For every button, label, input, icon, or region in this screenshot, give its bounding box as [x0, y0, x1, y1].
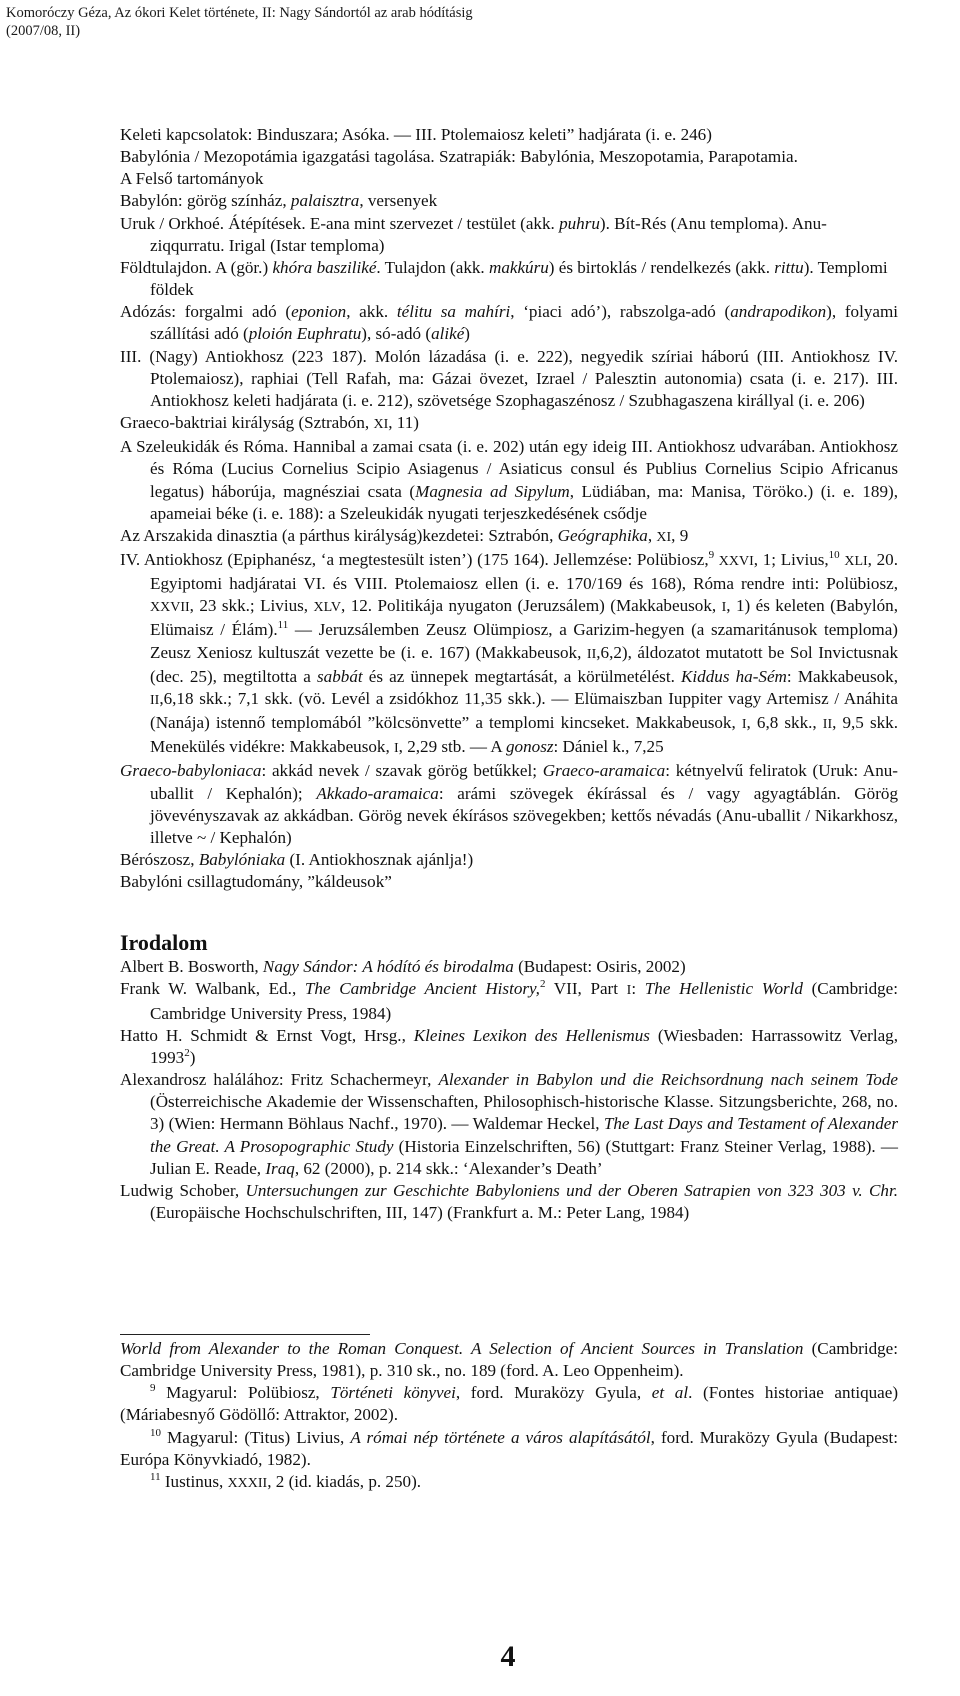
header-date: (2007/08, II) — [6, 23, 81, 39]
bibliography-entry: Albert B. Bosworth, Nagy Sándor: A hódító és birodalma (Budapest: Osiris, 2002) — [120, 957, 686, 977]
paragraph: A Felső tartományok — [120, 169, 264, 189]
bibliography-heading: Irodalom — [120, 930, 208, 956]
paragraph: IV. Antiokhosz (Epiphanész, ‘a megtestesült isten’) (175 164). Jellemzése: Polübiosz,$^9$ XXVI, 1; Livius,$^{10}$ XLI, 20. Egyiptomi hadjáratai VI. és VIII. Ptolemaiosz ellen (i. e. 170/169 és 168), Róma rendre inti: Polübiosz, XXVII, 23 skk.; Livius, XLV, 12. Politikája nyugaton (Jeruzsálem) (Makkabeusok, I, 1) és keleten (Babylón, Elümaisz / Élám).$^{11}$ — Jeruzsálemben Zeusz Olümpiosz, a Garizim-hegyen (a szamaritánusok temploma) Zeusz Xeniosz kultuszát vezette be (i. e. 167) (Makkabeusok, II,6,2), áldozatot mutatott be Sol Invictusnak (dec. 25), megtiltotta a sabbát és az ünnepek megtartását, a körülmetélést. Kiddus ha-Sém: Makkabeusok, II,6,18 skk.; 7,1 skk. (vö. Levél a zsidókhoz 11,35 skk.). — Elümaiszban Iuppiter vagy Artemisz / Anáhita (Nanája) istennő templomából ”kölcsönvette” a templomi kincseket. Makkabeusok, I, 6,8 skk., II, 9,5 skk. Menekülés vidékre: Makkabeusok, I, 2,29 stb. — A gonosz: Dániel k., 7,25 — [120, 548, 898, 757]
footnote-9: $^9$ Magyarul: Polübiosz, Történeti könyvei, ford. Muraközy Gyula, et al. (Fontes historiae antiquae) (Máriabesnyő Gödöllő: Attraktor, 2002). — [120, 1382, 899, 1425]
paragraph: Graeco-baktriai királyság (Sztrabón, XI, 11) — [120, 413, 419, 433]
paragraph: Babylón: görög színház, palaisztra, versenyek — [120, 191, 438, 211]
page-number: 4 — [500, 1640, 516, 1673]
footnote-11: $^{11}$ Iustinus, XXXII, 2 (id. kiadás, p. 250). — [150, 1470, 422, 1491]
footnote-separator — [120, 1334, 370, 1335]
paragraph: A Szeleukidák és Róma. Hannibal a zamai csata (i. e. 202) után egy ideig III. Antiokhosz udvarában. Antiokhosz és Róma (Lucius Cornelius Scipio Asiagenus / Asiaticus consul és Publius Cornelius Scipio Africanus legatus) háborúja, magnésziai csata (Magnesia ad Sipylum, Lüdiában, ma: Manisa, Töröko.) (i. e. 189), apameiai béke (i. e. 188): a Szeleukidák nyugati terjeszkedésének csődje — [120, 437, 898, 523]
main-text — [120, 124, 898, 1224]
paragraph: Keleti kapcsolatok: Binduszara; Asóka. — III. Ptolemaiosz keleti” hadjárata (i. e. 246) — [120, 125, 712, 144]
bibliography-entry: Frank W. Walbank, Ed., The Cambridge Ancient History,$^2$ VII, Part I: The Hellenistic World (Cambridge: Cambridge University Press, 1984) — [120, 978, 899, 1023]
paragraph: III. (Nagy) Antiokhosz (223 187). Molón lázadása (i. e. 222), negyedik szíriai háború (III. Antiokhosz IV. Ptolemaiosz), raphiai (Tell Rafah, ma: Gázai övezet, Izrael / Palesztin autonomia) csata (i. e. 217). III. Antiokhosz keleti hadjárata (i. e. 212), szövetsége Szophagaszénosz / Szubhagaszena királlyal (i. e. 206) — [120, 346, 898, 410]
bibliography-list — [120, 956, 898, 1224]
paragraph: Babylóni csillagtudomány, ”káldeusok” — [120, 872, 392, 892]
paragraph: Az Arszakida dinasztia (a párthus királyság)kezdetei: Sztrabón, Geógraphika, XI, 9 — [120, 525, 689, 545]
paragraph: Uruk / Orkhoé. Átépítések. E-ana mint szervezet / testület (akk. puhru). Bít-Rés (Anu temploma). Anu-ziqqurratu. Irigal (Istar temploma) — [120, 213, 827, 255]
bibliography-entry: Alexandrosz halálához: Fritz Schachermeyr, Alexander in Babylon und die Reichsordnung nach seinem Tode (Österreichische Akademie der Wissenschaften, Philosophisch-historische Klasse. Sitzungsberichte, 268, no. 3) (Wien: Hermann Böhlaus Nachf., 1970). — Waldemar Heckel, The Last Days and Testament of Alexander the Great. A Prosopographic Study (Historia Einzelschriften, 56) (Stuttgart: Franz Steiner Verlag, 1988). — Julian E. Reade, Iraq, 62 (2000), p. 214 skk.: ‘Alexander’s Death’ — [120, 1070, 898, 1178]
footnote-continuation: World from Alexander to the Roman Conquest. A Selection of Ancient Sources in Translation (Cambridge: Cambridge University Press, 1981), p. 310 sk., no. 189 (ford. A. Leo Oppenheim). — [120, 1339, 898, 1381]
paragraph: Babylónia / Mezopotámia igazgatási tagolása. Szatrapiák: Babylónia, Meszopotamia, Parapotamia. — [120, 147, 798, 167]
bibliography-entry: Ludwig Schober, Untersuchungen zur Geschichte Babyloniens und der Oberen Satrapien von 323 303 v. Chr. (Europäische Hochschulschriften, III, 147) (Frankfurt a. M.: Peter Lang, 1984) — [120, 1180, 898, 1223]
header-title: Komoróczy Géza, Az ókori Kelet története, II: Nagy Sándortól az arab hódításig — [6, 5, 473, 21]
paragraph: Graeco-babyloniaca: akkád nevek / szavak görög betűkkel; Graeco-aramaica: kétnyelvű feliratok (Uruk: Anu-uballit / Kephalón); Akkado-aramaica: arámi szövegek ékírással és / vagy agyagtáblán. Görög jövevényszavak az akkádban. Görög nevek ékírásos szövegekben; kettős névadás (Anu-uballit / Nikarkhosz, illetve ~ / Kephalón) — [120, 761, 898, 847]
bibliography-entry: Hatto H. Schmidt & Ernst Vogt, Hrsg., Kleines Lexikon des Hellenismus (Wiesbaden: Harrassowitz Verlag, 1993$^2$) — [120, 1025, 898, 1067]
running-header — [6, 4, 766, 40]
footnote-10: $^{10}$ Magyarul: (Titus) Livius, A római nép története a város alapításától, ford. Muraközy Gyula (Budapest: Európa Könyvkiadó, 1982). — [120, 1426, 898, 1469]
footnotes — [120, 1338, 898, 1495]
paragraph: Adózás: forgalmi adó (eponion, akk. télitu sa mahíri, ‘piaci adó’), rabszolga-adó (andrapodikon), folyami szállítási adó (ploión Euphratu), só-adó (aliké) — [120, 302, 898, 344]
paragraph: Bérószosz, Babylóniaka (I. Antiokhosznak ajánlja!) — [120, 850, 474, 869]
paragraph: Földtulajdon. A (gör.) khóra basziliké. Tulajdon (akk. makkúru) és birtoklás / rendelkezés (akk. rittu). Templomi földek — [120, 257, 888, 300]
